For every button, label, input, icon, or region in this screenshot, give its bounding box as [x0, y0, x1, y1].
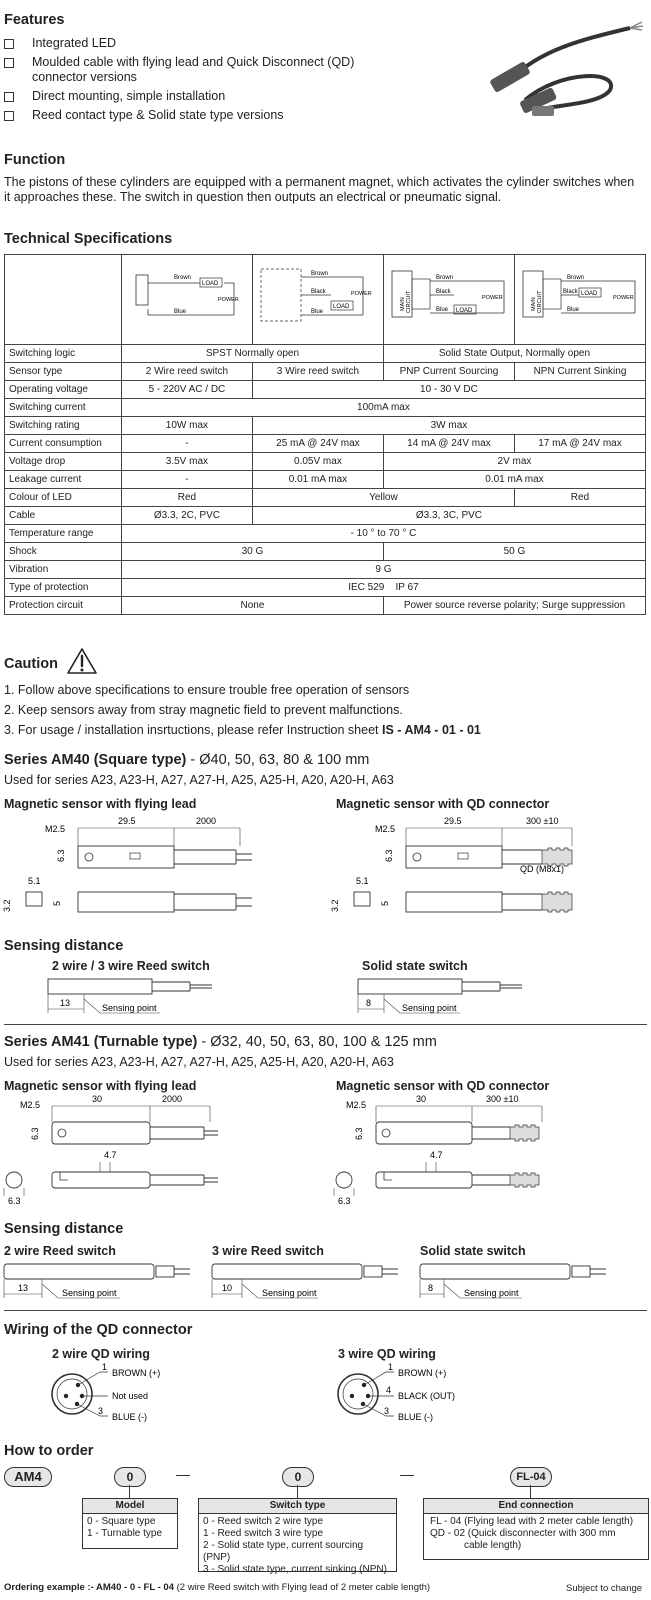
- subject-to-change: Subject to change: [566, 1583, 643, 1594]
- svg-text:5.1: 5.1: [28, 876, 41, 886]
- diagram-row: [5, 255, 646, 345]
- svg-text:Not used: Not used: [112, 1391, 149, 1401]
- am40-sensing-title: Sensing distance: [4, 938, 124, 954]
- model-box-title: Model: [83, 1499, 177, 1514]
- svg-text:LOAD: LOAD: [332, 304, 350, 310]
- svg-text:M2.5: M2.5: [375, 824, 396, 834]
- svg-text:Brown: Brown: [435, 275, 453, 281]
- am40-reed-title: 2 wire / 3 wire Reed switch: [52, 959, 210, 973]
- svg-text:BLUE (-): BLUE (-): [398, 1412, 434, 1422]
- svg-text:8: 8: [428, 1283, 434, 1293]
- warning-icon: [66, 647, 98, 675]
- end-option: cable length): [464, 1540, 522, 1551]
- model-box: [82, 1498, 178, 1549]
- checkbox-icon: [4, 39, 14, 49]
- caution-item: 1. Follow above specifications to ensure trouble free operation of sensors: [4, 683, 410, 697]
- am40-qd-title: Magnetic sensor with QD connector: [336, 797, 550, 811]
- svg-text:Sensing point: Sensing point: [262, 1288, 317, 1298]
- wiring-2wire-title: 2 wire QD wiring: [52, 1347, 150, 1361]
- am40-solid-title: Solid state switch: [362, 959, 468, 973]
- caution-title: Caution: [4, 656, 58, 672]
- svg-text:MAIN: MAIN: [530, 297, 537, 311]
- svg-text:3.2: 3.2: [2, 899, 12, 912]
- svg-text:LOAD: LOAD: [201, 281, 219, 287]
- svg-text:BROWN (+): BROWN (+): [112, 1368, 161, 1378]
- am41-s2-title: 3 wire Reed switch: [212, 1244, 324, 1258]
- ordering-example: Ordering example :- AM40 - 0 - FL - 04 (2 wire Reed switch with Flying lead of 2 meter cable length): [4, 1582, 431, 1593]
- svg-text:Black: Black: [562, 289, 578, 295]
- divider: [4, 1310, 647, 1311]
- svg-text:2000: 2000: [162, 1094, 183, 1104]
- am41-s1-title: 2 wire Reed switch: [4, 1244, 116, 1258]
- features-list: [4, 36, 424, 127]
- svg-text:Blue: Blue: [173, 309, 186, 315]
- feature-item: Reed contact type & Solid state type versions: [4, 108, 424, 127]
- spec-row: Current consumption - 25 mA @ 24V max 14 mA @ 24V max 17 mA @ 24V max: [5, 435, 646, 453]
- svg-text:POWER: POWER: [481, 295, 503, 301]
- svg-text:LOAD: LOAD: [455, 308, 473, 314]
- am41-qd-drawing: [330, 1092, 650, 1204]
- svg-text:6.3: 6.3: [8, 1196, 21, 1204]
- qd-3wire-diagram: [326, 1360, 526, 1428]
- svg-text:Sensing point: Sensing point: [402, 1003, 457, 1013]
- am41-title: Series AM41 (Turnable type) - Ø32, 40, 50, 63, 80, 100 & 125 mm: [4, 1034, 437, 1050]
- caution-list: [4, 683, 481, 743]
- switch-option: 2 - Solid state type, current sourcing (PNP): [203, 1540, 364, 1563]
- order-dash: —: [176, 1466, 190, 1482]
- spec-row: Temperature range - 10 ° to 70 ° C: [5, 525, 646, 543]
- connector-line: [530, 1485, 531, 1498]
- model-option: 1 - Turnable type: [87, 1528, 163, 1539]
- svg-text:M2.5: M2.5: [45, 824, 66, 834]
- checkbox-icon: [4, 92, 14, 102]
- feature-item-continued: connector versions: [32, 70, 137, 84]
- svg-text:30: 30: [92, 1094, 103, 1104]
- svg-text:29.5: 29.5: [118, 816, 136, 826]
- spec-table: [4, 254, 646, 615]
- spec-row: Switching logic SPST Normally open Solid State Output, Normally open: [5, 345, 646, 363]
- svg-text:13: 13: [60, 998, 71, 1008]
- am41-sensing-title: Sensing distance: [4, 1221, 124, 1237]
- circuit-npn: [514, 255, 645, 345]
- spec-row: Leakage current - 0.01 mA max 0.01 mA max: [5, 471, 646, 489]
- end-connection-box: [423, 1498, 649, 1560]
- am40-qd-drawing: [330, 812, 650, 922]
- am41-s1-drawing: [0, 1260, 205, 1306]
- svg-text:Sensing point: Sensing point: [102, 1003, 157, 1013]
- am41-flying-drawing: [0, 1092, 320, 1204]
- svg-text:4.7: 4.7: [430, 1150, 443, 1160]
- svg-text:POWER: POWER: [350, 291, 372, 297]
- spec-row: Vibration 9 G: [5, 561, 646, 579]
- svg-text:3: 3: [384, 1406, 390, 1416]
- svg-text:Brown: Brown: [310, 271, 328, 277]
- svg-text:Sensing point: Sensing point: [62, 1288, 117, 1298]
- features-title: Features: [4, 12, 65, 28]
- circuit-2wire-reed: [121, 255, 252, 345]
- svg-text:3: 3: [98, 1406, 104, 1416]
- svg-text:M2.5: M2.5: [20, 1100, 41, 1110]
- end-box-title: End connection: [424, 1499, 648, 1514]
- instruction-sheet-ref: IS - AM4 - 01 - 01: [381, 723, 481, 737]
- order-model-pill: 0: [114, 1467, 146, 1487]
- svg-text:6.3: 6.3: [354, 1127, 364, 1140]
- spec-row: Sensor type 2 Wire reed switch 3 Wire reed switch PNP Current Sourcing NPN Current Sinking: [5, 363, 646, 381]
- feature-item: Direct mounting, simple installation: [4, 89, 424, 108]
- spec-row: Colour of LED Red Yellow Red: [5, 489, 646, 507]
- am40-flying-title: Magnetic sensor with flying lead: [4, 797, 197, 811]
- svg-text:M2.5: M2.5: [346, 1100, 367, 1110]
- caution-item: 3. For usage / installation insrtuctions, please refer Instruction sheet IS - AM4 - 01 - 01: [4, 723, 481, 737]
- spec-row: Operating voltage 5 - 220V AC / DC 10 - 30 V DC: [5, 381, 646, 399]
- am40-solid-sensing-drawing: [350, 975, 560, 1019]
- svg-text:5.1: 5.1: [356, 876, 369, 886]
- svg-text:300 ±10: 300 ±10: [526, 816, 559, 826]
- am40-used-for: Used for series A23, A23-H, A27, A27-H, A25, A25-H, A20, A20-H, A63: [4, 773, 394, 787]
- svg-text:MAIN: MAIN: [399, 297, 406, 311]
- am41-s2-drawing: [208, 1260, 413, 1306]
- svg-text:13: 13: [18, 1283, 29, 1293]
- spec-row: Voltage drop 3.5V max 0.05V max 2V max: [5, 453, 646, 471]
- spec-row: Type of protection IEC 529 IP 67: [5, 579, 646, 597]
- svg-text:5: 5: [52, 900, 62, 906]
- switch-option: 0 - Reed switch 2 wire type: [203, 1516, 324, 1527]
- svg-text:3.2: 3.2: [330, 899, 340, 912]
- am40-flying-drawing: [0, 812, 320, 922]
- am41-s3-title: Solid state switch: [420, 1244, 526, 1258]
- wiring-title: Wiring of the QD connector: [4, 1322, 193, 1338]
- order-switch-pill: 0: [282, 1467, 314, 1487]
- order-dash: —: [400, 1466, 414, 1482]
- svg-text:1: 1: [388, 1362, 394, 1372]
- connector-line: [129, 1485, 130, 1498]
- am41-flying-title: Magnetic sensor with flying lead: [4, 1079, 197, 1093]
- svg-text:Brown: Brown: [566, 275, 584, 281]
- circuit-3wire-reed: [252, 255, 383, 345]
- svg-text:300 ±10: 300 ±10: [486, 1094, 519, 1104]
- am41-qd-title: Magnetic sensor with QD connector: [336, 1079, 550, 1093]
- svg-text:4.7: 4.7: [104, 1150, 117, 1160]
- svg-text:6.3: 6.3: [30, 1127, 40, 1140]
- wiring-3wire-title: 3 wire QD wiring: [338, 1347, 436, 1361]
- svg-text:10: 10: [222, 1283, 233, 1293]
- feature-item: Integrated LED: [4, 36, 424, 55]
- function-text: [4, 175, 649, 205]
- svg-text:Brown: Brown: [173, 275, 191, 281]
- am41-used-for: Used for series A23, A23-H, A27, A27-H, A25, A25-H, A20, A20-H, A63: [4, 1055, 394, 1069]
- svg-text:Blue: Blue: [435, 307, 448, 313]
- svg-text:POWER: POWER: [217, 297, 239, 303]
- connector-line: [297, 1485, 298, 1498]
- svg-text:Black: Black: [310, 289, 326, 295]
- svg-text:6.3: 6.3: [338, 1196, 351, 1204]
- end-option: FL - 04 (Flying lead with 2 meter cable length): [430, 1516, 634, 1527]
- svg-text:2000: 2000: [196, 816, 217, 826]
- svg-text:CIRCUIT: CIRCUIT: [405, 290, 412, 313]
- svg-text:Sensing point: Sensing point: [464, 1288, 519, 1298]
- svg-text:CIRCUIT: CIRCUIT: [536, 290, 543, 313]
- svg-text:BROWN (+): BROWN (+): [398, 1368, 447, 1378]
- svg-text:QD (M8x1): QD (M8x1): [520, 864, 565, 874]
- svg-text:29.5: 29.5: [444, 816, 462, 826]
- spec-row: Switching current 100mA max: [5, 399, 646, 417]
- function-line: it approaches these. The switch in question then outputs an electrical or pneumatic signal.: [4, 190, 502, 204]
- svg-text:BLACK (OUT): BLACK (OUT): [398, 1391, 456, 1401]
- svg-text:1: 1: [102, 1362, 108, 1372]
- svg-text:Blue: Blue: [310, 309, 323, 315]
- qd-2wire-diagram: [40, 1360, 220, 1428]
- svg-text:Black: Black: [435, 289, 451, 295]
- sensor-product-image: [480, 10, 645, 120]
- svg-text:8: 8: [366, 998, 372, 1008]
- spec-row: Protection circuit None Power source reverse polarity; Surge suppression: [5, 597, 646, 615]
- spec-row: Switching rating 10W max 3W max: [5, 417, 646, 435]
- divider: [4, 1024, 647, 1025]
- function-line: The pistons of these cylinders are equipped with a permanent magnet, which activates the cylinder switches when: [4, 175, 635, 189]
- svg-text:POWER: POWER: [612, 295, 634, 301]
- am41-s3-drawing: [416, 1260, 621, 1306]
- svg-text:LOAD: LOAD: [580, 291, 598, 297]
- switch-option: 1 - Reed switch 3 wire type: [203, 1528, 324, 1539]
- svg-text:6.3: 6.3: [56, 849, 66, 862]
- switch-option: 3 - Solid state type, current sinking (NPN): [203, 1564, 387, 1575]
- order-code-pill: AM4: [4, 1467, 52, 1487]
- checkbox-icon: [4, 58, 14, 68]
- tech-spec-title: Technical Specifications: [4, 231, 173, 247]
- svg-text:5: 5: [380, 900, 390, 906]
- svg-text:Blue: Blue: [566, 307, 579, 313]
- svg-text:4: 4: [386, 1385, 392, 1395]
- svg-text:6.3: 6.3: [384, 849, 394, 862]
- caution-item: 2. Keep sensors away from stray magnetic field to prevent malfunctions.: [4, 703, 403, 717]
- svg-text:BLUE (-): BLUE (-): [112, 1412, 148, 1422]
- circuit-pnp: [383, 255, 514, 345]
- spec-row: Cable Ø3.3, 2C, PVC Ø3.3, 3C, PVC: [5, 507, 646, 525]
- end-option: QD - 02 (Quick disconnecter with 300 mm: [430, 1528, 616, 1539]
- model-option: 0 - Square type: [87, 1516, 156, 1527]
- spec-row: Shock 30 G 50 G: [5, 543, 646, 561]
- feature-item: Moulded cable with flying lead and Quick Disconnect (QD): [4, 55, 424, 70]
- am40-reed-sensing-drawing: [40, 975, 250, 1019]
- switch-box: [198, 1498, 397, 1575]
- switch-box-title: Switch type: [199, 1499, 396, 1514]
- order-end-pill: FL-04: [510, 1467, 552, 1487]
- order-title: How to order: [4, 1443, 94, 1459]
- function-title: Function: [4, 152, 66, 168]
- checkbox-icon: [4, 111, 14, 121]
- am40-title: Series AM40 (Square type) - Ø40, 50, 63, 80 & 100 mm: [4, 752, 370, 768]
- svg-text:30: 30: [416, 1094, 427, 1104]
